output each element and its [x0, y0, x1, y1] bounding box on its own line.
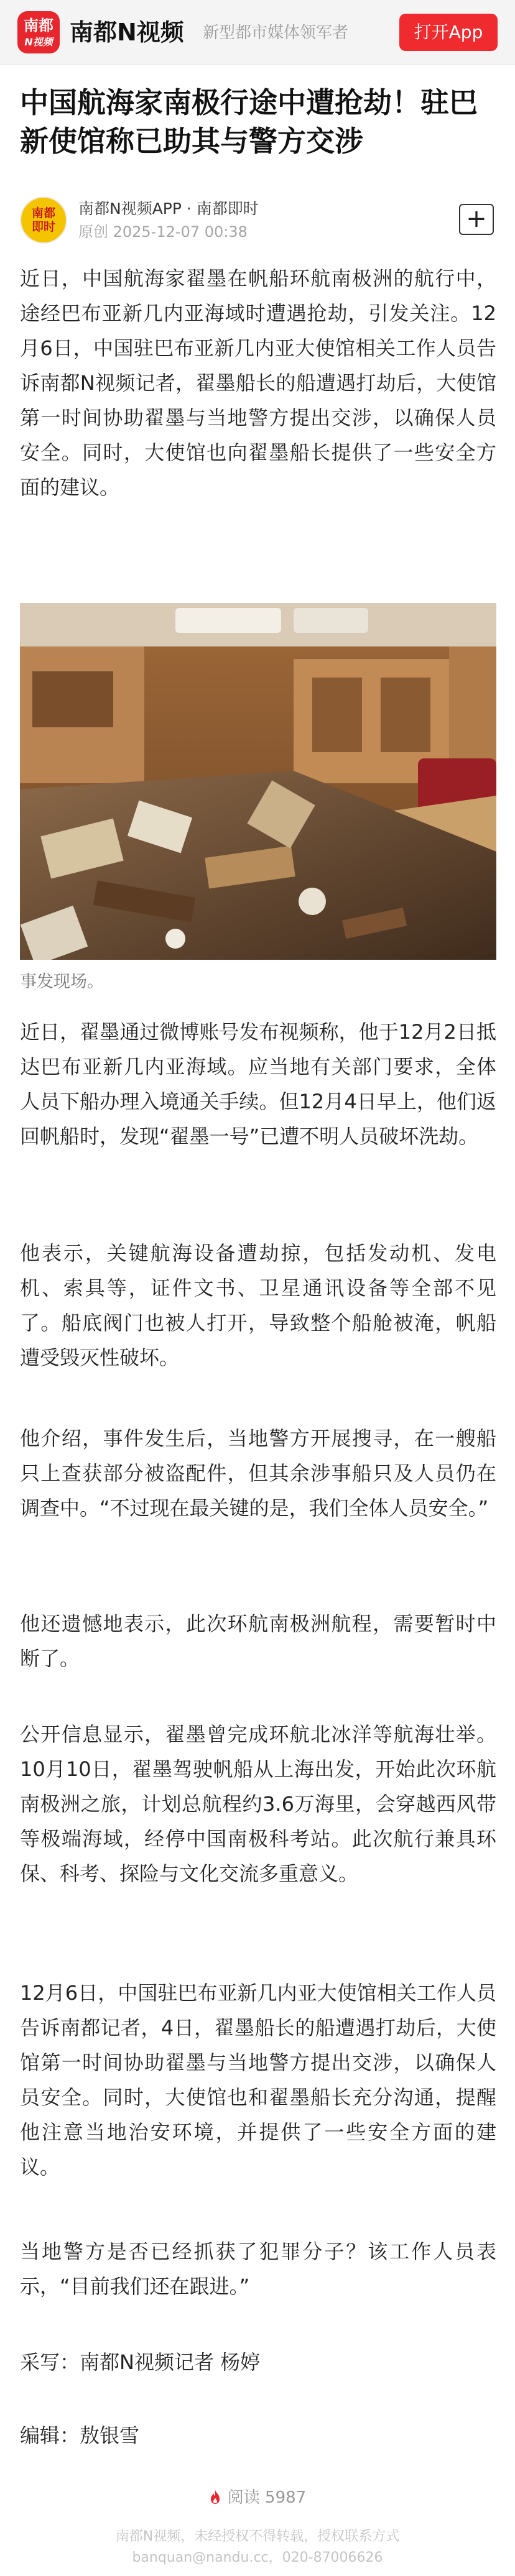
article-paragraph: 近日，中国航海家翟墨在帆船环航南极洲的航行中，途经巴布亚新几内亚海域时遭遇抢劫，引发关注。12月6日，中国驻巴布亚新几内亚大使馆相关工作人员告诉南都N视频记者，翟墨船长的船遭遇打劫后，大使馆第一时间协助翟墨与当地警方提出交涉，以确保人员安全。同时，大使馆也向翟墨船长提供了一些安全方面的建议。 — [20, 267, 496, 499]
photo-caption: 事发现场。 — [20, 972, 104, 991]
editor-credit: 编辑：敖银雪 — [20, 2424, 140, 2447]
cabin-damage-illustration — [20, 603, 496, 960]
article-paragraph: 近日，翟墨通过微博账号发布视频称，他于12月2日抵达巴布亚新几内亚海域。应当地有关部门要求，全体人员下船办理入境通关手续。但12月4日早上，他们返回帆船时，发现“翟墨一号”已遭不明人员破坏洗劫。 — [20, 1020, 496, 1148]
article-paragraph: 公开信息显示，翟墨曾完成环航北冰洋等航海壮举。10月10日，翟墨驾驶帆船从上海出发，开始此次环航南极洲之旅，计划总航程约3.6万海里，会穿越西风带等极端海域，经停中国南极科考站。此次航行兼具环保、科考、探险与文化交流多重意义。 — [20, 1723, 496, 1885]
incident-scene-photo[interactable] — [20, 603, 496, 960]
author-name[interactable]: 南都N视频APP · 南都即时 — [78, 200, 259, 218]
author-row — [20, 196, 499, 246]
author-avatar-text-top: 南都 — [31, 206, 55, 220]
app-download-banner — [0, 0, 515, 65]
app-logo-text-bottom: N视频 — [24, 36, 53, 48]
article-title: 中国航海家南极行途中遭抢劫！驻巴新使馆称已助其与警方交涉 — [20, 86, 478, 158]
app-logo-text-top: 南都 — [24, 17, 53, 34]
article-paragraph: 他介绍，事件发生后，当地警方开展搜寻，在一艘船只上查获部分被盗配件，但其余涉事船只及人员仍在调查中。“不过现在最关键的是，我们全体人员安全。” — [20, 1427, 496, 1520]
publish-meta: 原创 2025-12-07 00:38 — [78, 223, 248, 241]
open-app-button[interactable]: 打开App — [399, 14, 498, 51]
read-count-label: 阅读 5987 — [227, 2488, 307, 2507]
reporter-credit: 采写：南都N视频记者 杨婷 — [20, 2350, 261, 2374]
author-avatar[interactable] — [20, 196, 67, 244]
article-paragraph: 当地警方是否已经抓获了犯罪分子？该工作人员表示，“目前我们还在跟进。” — [20, 2240, 496, 2298]
app-name: 南都N视频 — [70, 19, 184, 46]
author-avatar-text-bottom: 即时 — [31, 220, 55, 234]
copyright-notice: 南都N视频，未经授权不得转载，授权联系方式 — [115, 2529, 400, 2544]
app-logo[interactable] — [17, 11, 60, 53]
app-slogan: 新型都市媒体领军者 — [203, 24, 349, 42]
copyright-footer — [0, 2526, 515, 2569]
copyright-contact: banquan@nandu.cc，020-87006626 — [132, 2550, 383, 2565]
article-paragraph: 12月6日，中国驻巴布亚新几内亚大使馆相关工作人员告诉南都记者，4日，翟墨船长的船遭遇打劫后，大使馆第一时间协助翟墨与当地警方提出交涉，以确保人员安全。同时，大使馆也和翟墨船长充分沟通，提醒他注意当地治安环境，并提供了一些安全方面的建议。 — [20, 1981, 496, 2179]
article-paragraph: 他还遗憾地表示，此次环航南极洲航程，需要暂时中断了。 — [20, 1612, 496, 1670]
follow-button[interactable] — [459, 204, 494, 235]
article-paragraph: 他表示，关键航海设备遭劫掠，包括发动机、发电机、索具等，证件文书、卫星通讯设备等全部不见了。船底阀门也被人打开，导致整个船舱被淹，帆船遭受毁灭性破坏。 — [20, 1241, 496, 1369]
flame-icon — [209, 2490, 221, 2505]
read-count — [0, 2485, 515, 2510]
plus-icon: + — [466, 205, 487, 233]
